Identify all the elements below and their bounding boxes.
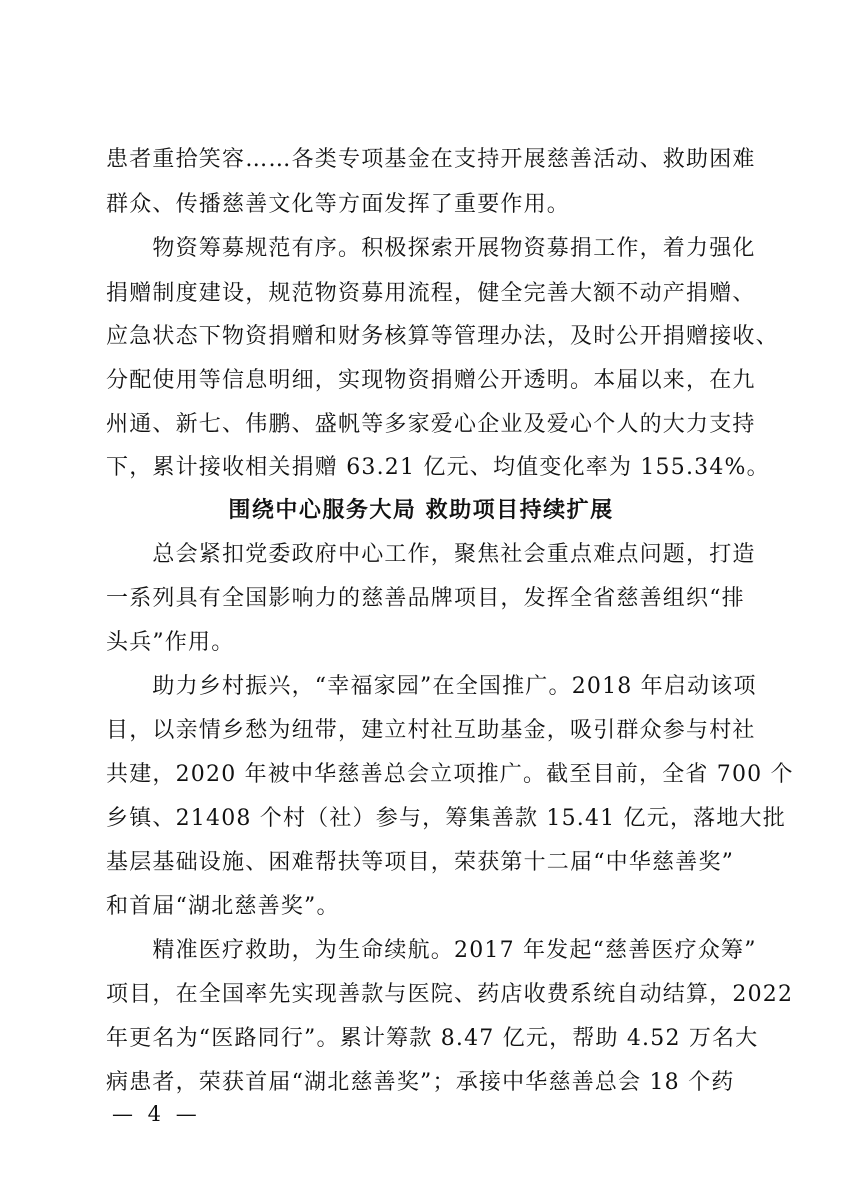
paragraph-line: 精准医疗救助，为生命续航。2017 年发起“慈善医疗众筹” <box>106 938 757 963</box>
paragraph-line: 共建，2020 年被中华慈善总会立项推广。截至目前，全省 700 个 <box>106 762 794 787</box>
paragraph-line: 物资筹募规范有序。积极探索开展物资募捐工作，着力强化 <box>106 236 756 261</box>
paragraph-line: 病患者，荣获首届“湖北慈善奖”；承接中华慈善总会 18 个药 <box>106 1070 735 1095</box>
paragraph-line: 助力乡村振兴，“幸福家园”在全国推广。2018 年启动该项 <box>106 674 757 699</box>
paragraph-line: 患者重拾笑容……各类专项基金在支持开展慈善活动、救助困难 <box>106 147 756 172</box>
paragraph-line: 捐赠制度建设，规范物资募用流程，健全完善大额不动产捐赠、 <box>106 281 756 306</box>
paragraph-line: 项目，在全国率先实现善款与医院、药店收费系统自动结算，2022 <box>106 982 794 1007</box>
paragraph-line: 分配使用等信息明细，实现物资捐赠公开透明。本届以来，在九 <box>106 368 756 393</box>
paragraph-line: 基层基础设施、困难帮扶等项目，荣获第十二届“中华慈善奖” <box>106 850 735 875</box>
paragraph-line: 年更名为“医路同行”。累计筹款 8.47 亿元，帮助 4.52 万名大 <box>106 1026 759 1051</box>
paragraph-line: 应急状态下物资捐赠和财务核算等管理办法，及时公开捐赠接收、 <box>106 324 779 349</box>
paragraph-line: 乡镇、21408 个村（社）参与，筹集善款 15.41 亿元，落地大批 <box>106 806 786 831</box>
paragraph-line: 下，累计接收相关捐赠 63.21 亿元、均值变化率为 155.34%。 <box>106 455 770 480</box>
paragraph-line: 一系列具有全国影响力的慈善品牌项目，发挥全省慈善组织“排 <box>106 586 745 611</box>
paragraph-line: 总会紧扣党委政府中心工作，聚焦社会重点难点问题，打造 <box>106 542 756 567</box>
paragraph-line: 和首届“湖北慈善奖”。 <box>106 894 340 919</box>
paragraph-line: 州通、新七、伟鹏、盛帆等多家爱心企业及爱心个人的大力支持 <box>106 412 756 437</box>
paragraph-line: 群众、传播慈善文化等方面发挥了重要作用。 <box>106 192 571 217</box>
paragraph-line: 目，以亲情乡愁为纽带，建立村社互助基金，吸引群众参与村社 <box>106 718 756 743</box>
page-number: — 4 — <box>112 1102 201 1126</box>
section-heading: 围绕中心服务大局 救助项目持续扩展 <box>228 498 614 523</box>
paragraph-line: 头兵”作用。 <box>106 630 235 655</box>
